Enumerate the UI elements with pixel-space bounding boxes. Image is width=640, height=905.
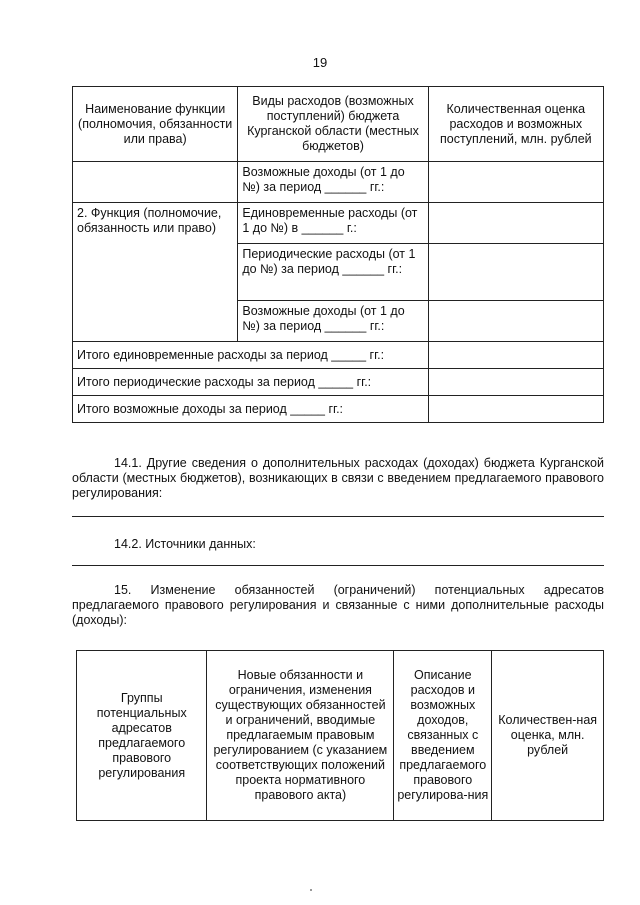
table-header-row: [77, 651, 604, 821]
table-row: [73, 369, 604, 396]
onetime-expense-cell: Единовременные расходы (от 1 до №) в ______ г.:: [238, 203, 428, 244]
header-function-name: Наименование функции (полномочия, обязанности или права): [73, 87, 238, 162]
fill-line: [72, 516, 604, 517]
fill-line: [72, 565, 604, 566]
header-new-obligations: Новые обязанности и ограничения, изменения существующих обязанностей и ограничений, вводимые предлагаемым правовым регулированием (с указанием соответствующих положений проекта нормативного правового акта): [207, 651, 394, 821]
total-onetime-cell: Итого единовременные расходы за период _____ гг.:: [73, 342, 429, 369]
section-14-1: 14.1. Другие сведения о дополнительных расходах (доходах) бюджета Курганской области (местных бюджетов), возникающих в связи с введением предлагаемого правового регулирования:: [72, 456, 604, 500]
income-cell: Возможные доходы (от 1 до №) за период ______ гг.:: [238, 301, 428, 342]
header-addressee-groups: Группы потенциальных адресатов предлагаемого правового регулирования: [77, 651, 207, 821]
empty-cell: [428, 203, 603, 244]
table-row: [73, 396, 604, 423]
empty-cell: [428, 244, 603, 301]
budget-functions-table: [72, 86, 604, 423]
function-2-label: 2. Функция (полномочие, обязанность или право): [73, 203, 238, 342]
income-top-cell: Возможные доходы (от 1 до №) за период ______ гг.:: [238, 162, 428, 203]
page-number: 19: [312, 55, 328, 70]
empty-cell: [428, 369, 603, 396]
periodic-expense-cell: Периодические расходы (от 1 до №) за период ______ гг.:: [238, 244, 428, 301]
empty-cell: [428, 342, 603, 369]
scan-speck: [310, 889, 312, 891]
total-periodic-cell: Итого периодические расходы за период _____ гг.:: [73, 369, 429, 396]
table-row: [73, 342, 604, 369]
empty-cell: [73, 162, 238, 203]
header-quantitative-estimate: Количествен-ная оценка, млн. рублей: [492, 651, 604, 821]
empty-cell: [428, 301, 603, 342]
header-expense-description: Описание расходов и возможных доходов, связанных с введением предлагаемого правового регулирова-ния: [394, 651, 492, 821]
section-14-2: 14.2. Источники данных:: [114, 537, 256, 551]
header-quantitative-estimate: Количественная оценка расходов и возможных поступлений, млн. рублей: [428, 87, 603, 162]
header-expense-types: Виды расходов (возможных поступлений) бюджета Курганской области (местных бюджетов): [238, 87, 428, 162]
table-header-row: [73, 87, 604, 162]
table-row: [73, 203, 604, 244]
section-15: 15. Изменение обязанностей (ограничений) потенциальных адресатов предлагаемого правового регулирования и связанные с ними дополнительные расходы (доходы):: [72, 583, 604, 627]
table-row: [73, 162, 604, 203]
empty-cell: [428, 396, 603, 423]
empty-cell: [428, 162, 603, 203]
total-income-cell: Итого возможные доходы за период _____ гг.:: [73, 396, 429, 423]
addressees-table: [76, 650, 604, 821]
